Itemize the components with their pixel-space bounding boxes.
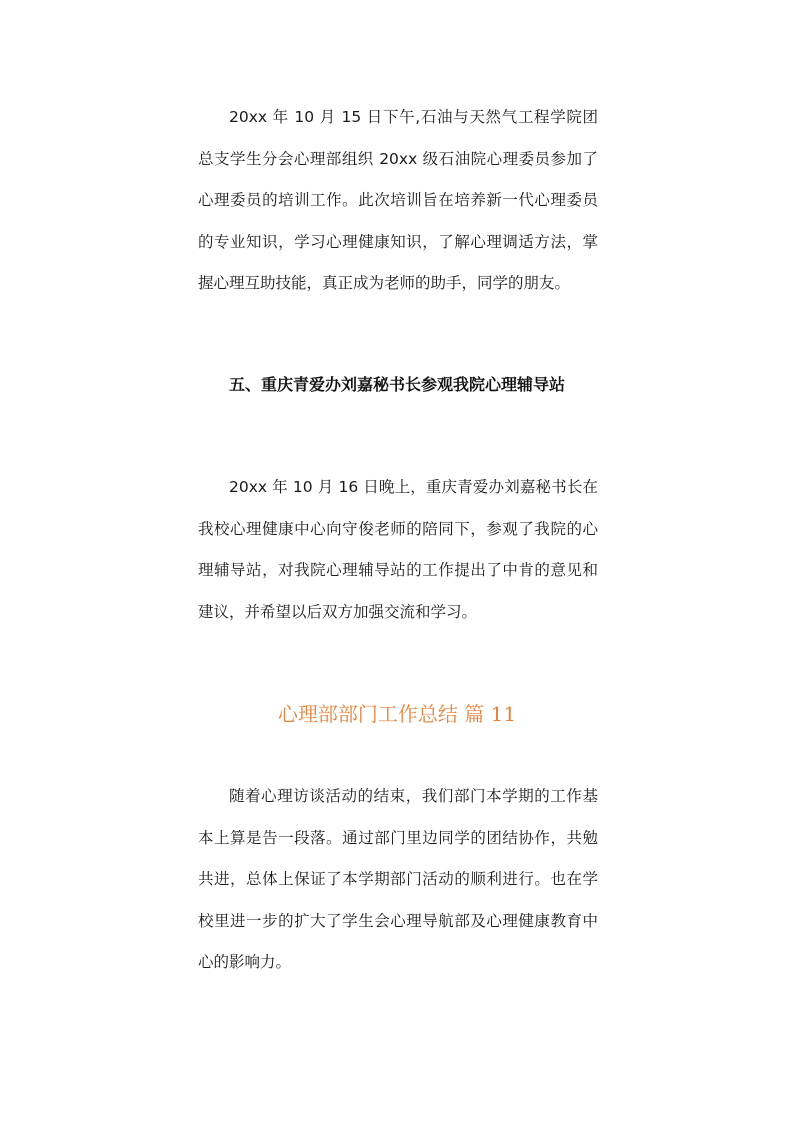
paragraph-training: 20xx 年 10 月 15 日下午,石油与天然气工程学院团总支学生分会心理部组织 20xx 级石油院心理委员参加了心理委员的培训工作。此次培训旨在培养新一代心理委员的专业知识，学习心理健康知识，了解心理调适方法，掌握心理互助技能，真正成为老师的助手，同学的朋友。	[198, 108, 598, 292]
section-title: 心理部部门工作总结 篇 11	[277, 702, 517, 726]
paragraph-summary: 随着心理访谈活动的结束，我们部门本学期的工作基本上算是告一段落。通过部门里边同学的团结协作，共勉共进，总体上保证了本学期部门活动的顺利进行。也在学校里进一步的扩大了学生会心理导航部及心理健康教育中心的影响力。	[198, 787, 598, 971]
paragraph-visit: 20xx 年 10 月 16 日晚上，重庆青爱办刘嘉秘书长在我校心理健康中心向守俊老师的陪同下，参观了我院的心理辅导站，对我院心理辅导站的工作提出了中肯的意见和建议，并希望以后双方加强交流和学习。	[198, 478, 598, 621]
heading-visit: 五、重庆青爱办刘嘉秘书长参观我院心理辅导站	[229, 375, 566, 394]
